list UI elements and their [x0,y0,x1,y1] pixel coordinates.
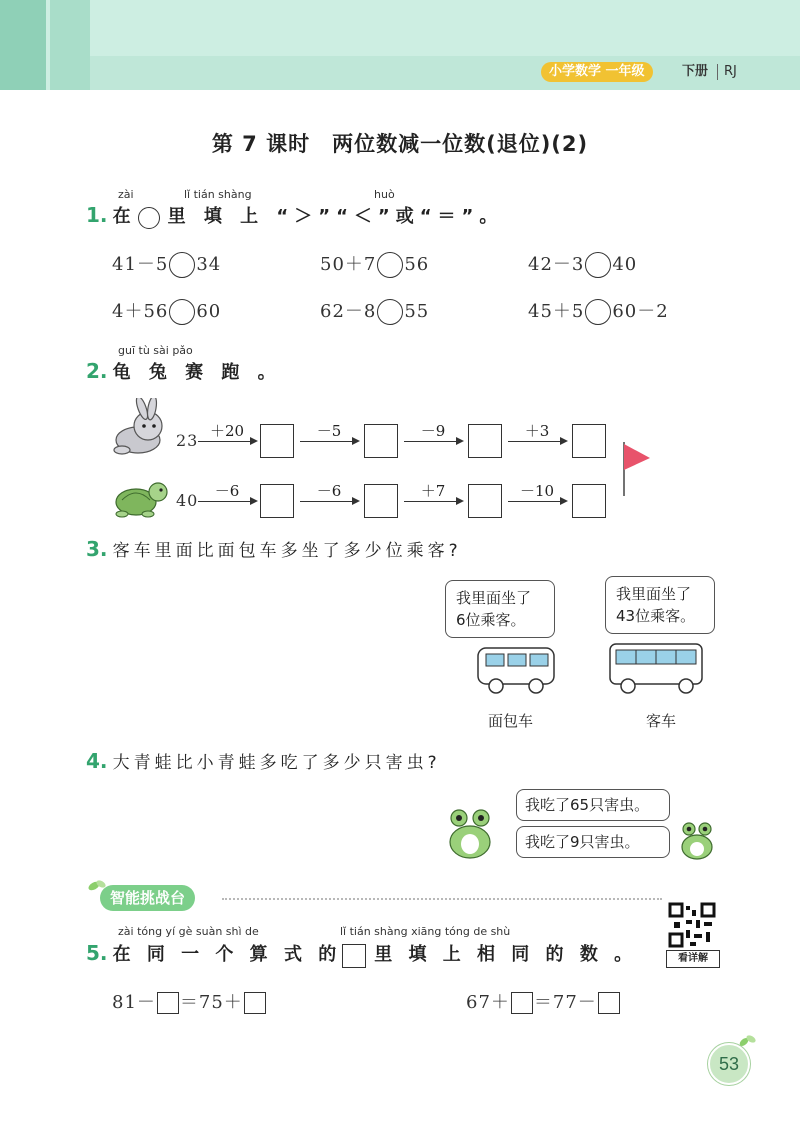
page-title: 第 7 课时 两位数减一位数(退位)(2) [211,132,589,156]
arrow [300,441,358,442]
small-frog-icon [676,820,718,862]
answer-box[interactable] [468,484,502,518]
question-5 [86,940,637,968]
answer-circle[interactable] [377,252,403,278]
dotted-divider [222,898,662,900]
answer-circle[interactable] [377,299,403,325]
answer-box[interactable] [572,424,606,458]
question-number: 1. [86,203,108,227]
question-number: 3. [86,537,108,561]
answer-circle[interactable] [585,299,611,325]
volume-label: 下册 [682,64,709,79]
operation-label: －5 [316,422,342,440]
answer-circle[interactable] [169,299,195,325]
compare-item: 4＋56 60 [112,297,221,325]
operation-label: －6 [214,482,240,500]
start-number: 40 [176,491,199,510]
compare-item: 42－3 40 [528,250,637,278]
arrow [404,441,462,442]
operation-label: ＋20 [209,422,245,440]
start-number: 23 [176,431,199,450]
qr-label: 看详解 [666,950,720,968]
question-number: 2. [86,359,108,383]
circle-blank [138,207,160,229]
turtle-icon [108,476,172,520]
answer-circle[interactable] [585,252,611,278]
answer-box[interactable] [364,424,398,458]
arrow [404,501,462,502]
qr-code-icon[interactable] [668,902,716,948]
question-text: 在 同 一 个 算 式 的 [112,944,342,965]
pinyin: huò [374,188,395,201]
speech-bubble-bus: 我里面坐了 43位乘客。 [605,576,715,634]
compare-item: 50＋7 56 [320,250,429,278]
answer-box[interactable] [260,484,294,518]
square-blank [342,944,366,968]
answer-box[interactable] [598,992,620,1014]
equation-2: 67＋ ＝77－ [466,988,621,1014]
header-stripe [50,0,90,90]
pinyin: guī tù sài pǎo [118,344,193,357]
question-text: 里 填 上 “＞”“＜”或“＝”。 [167,206,504,227]
operation-label: －9 [420,422,446,440]
big-frog-icon [442,806,498,862]
bus-caption: 客车 [646,712,677,730]
question-text: 龟 兔 赛 跑 。 [112,362,282,383]
question-text: 在 [112,206,137,227]
leaf-icon [736,1032,758,1050]
question-number: 5. [86,941,108,965]
speech-bubble-van: 我里面坐了 6位乘客。 [445,580,555,638]
answer-circle[interactable] [169,252,195,278]
rabbit-icon [108,398,172,458]
answer-box[interactable] [244,992,266,1014]
answer-box[interactable] [157,992,179,1014]
answer-box[interactable] [260,424,294,458]
arrow [508,501,566,502]
arrow [508,441,566,442]
pinyin: lǐ tián shàng [184,188,252,201]
leaf-icon [86,876,108,896]
challenge-badge: 智能挑战台 [100,885,195,911]
question-3 [86,536,462,561]
van-caption: 面包车 [488,712,534,730]
answer-box[interactable] [511,992,533,1014]
question-1 [86,202,503,229]
arrow [198,501,256,502]
question-text: 客车里面比面包车多坐了多少位乘客? [112,541,462,561]
compare-item: 62－8 55 [320,297,429,325]
operation-label: ＋3 [524,422,550,440]
arrow [198,441,256,442]
van-icon [474,642,558,698]
speech-bubble-small-frog: 我吃了9只害虫。 [516,826,670,858]
question-text: 大青蛙比小青蛙多吃了多少只害虫? [112,753,441,773]
question-number: 4. [86,749,108,773]
arrow [300,501,358,502]
speech-bubble-big-frog: 我吃了65只害虫。 [516,789,670,821]
pinyin: lǐ tián shàng xiāng tóng de shù [340,925,511,938]
compare-item: 45＋5 60－2 [528,297,669,325]
answer-box[interactable] [468,424,502,458]
divider [717,64,718,80]
pinyin: zài [118,188,134,201]
finish-flag-icon [618,440,654,498]
answer-box[interactable] [364,484,398,518]
question-text: 里 填 上 相 同 的 数 。 [374,944,638,965]
question-2 [86,358,282,384]
grade-badge: 小学数学 一年级 [541,62,653,82]
pinyin: zài tóng yí gè suàn shì de [118,925,259,938]
answer-box[interactable] [572,484,606,518]
bus-icon [606,640,706,698]
compare-item: 41－5 34 [112,250,221,278]
operation-label: －10 [519,482,555,500]
operation-label: －6 [316,482,342,500]
question-4 [86,748,441,773]
operation-label: ＋7 [420,482,446,500]
edition-label: RJ [724,64,737,79]
equation-1: 81－ ＝75＋ [112,988,267,1014]
page-number: 53 [708,1043,750,1085]
header-stripe [0,0,46,90]
